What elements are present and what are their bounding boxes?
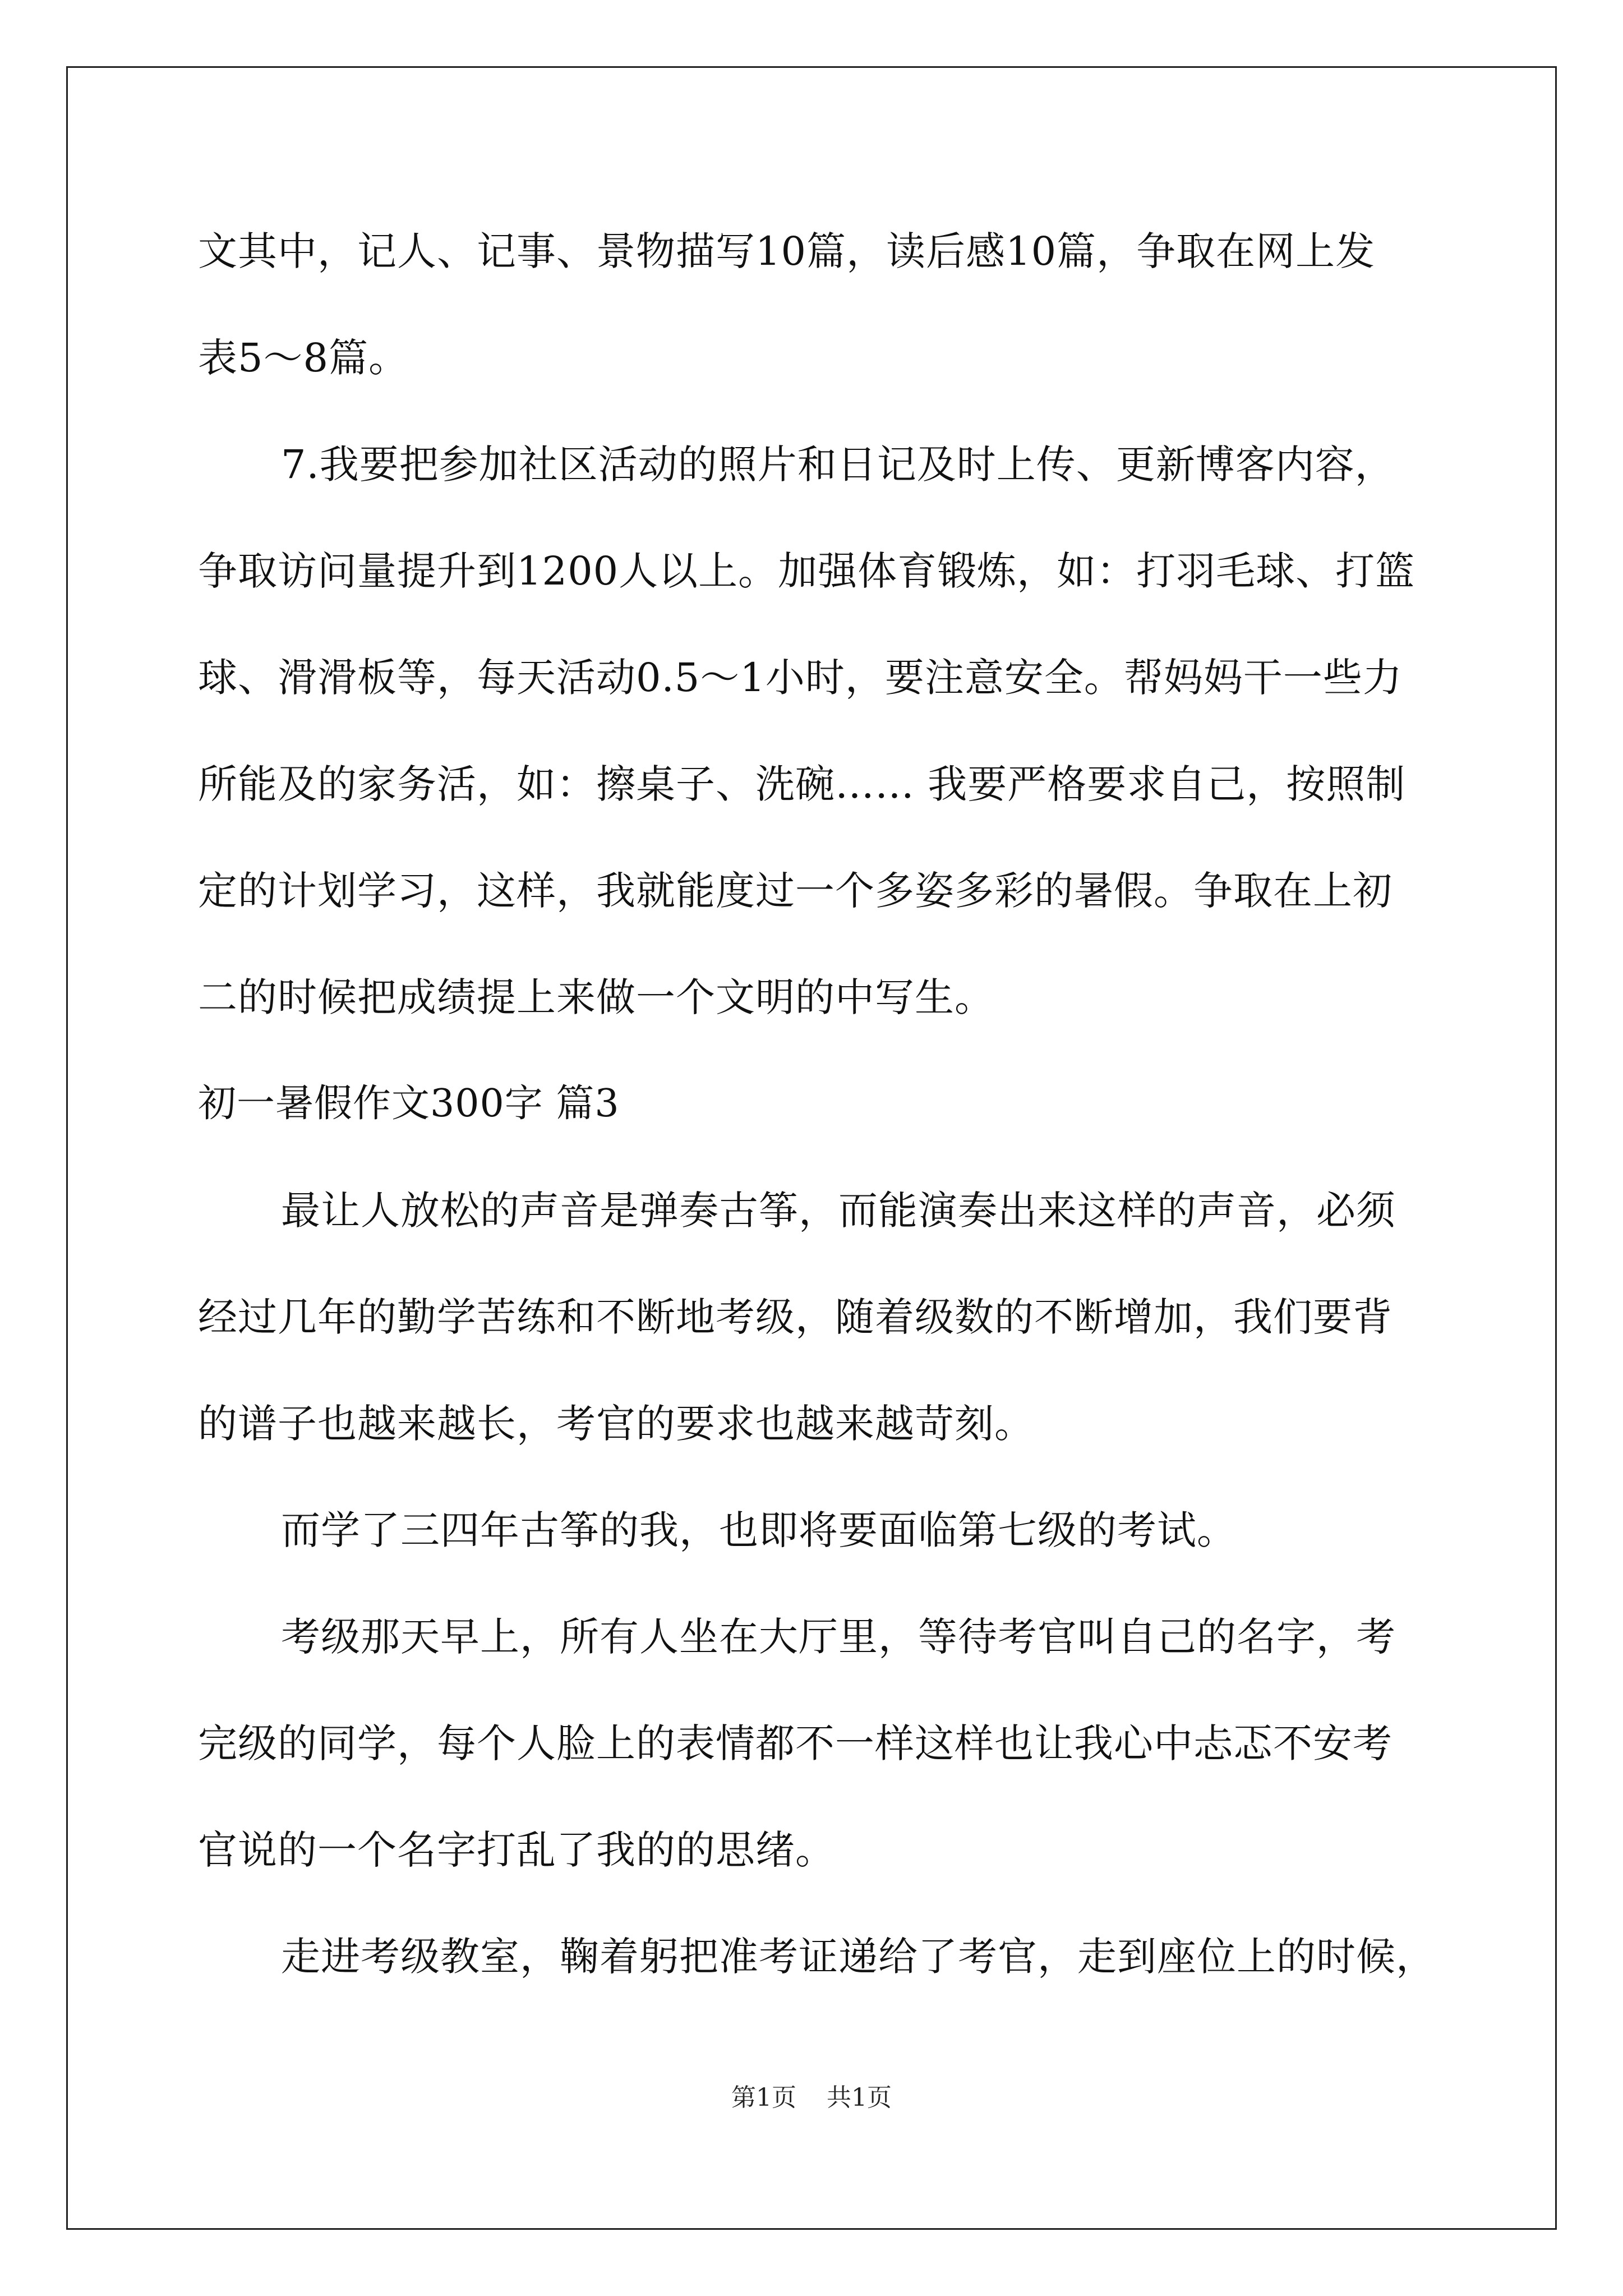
text-line: 表5～8篇。 bbox=[198, 335, 409, 381]
text-line: 的谱子也越来越长，考官的要求也越来越苛刻。 bbox=[198, 1401, 1034, 1447]
text-line: 最让人放松的声音是弹奏古筝，而能演奏出来这样的声音，必须 bbox=[281, 1188, 1396, 1234]
text-line: 考级那天早上，所有人坐在大厅里，等待考官叫自己的名字，考 bbox=[281, 1614, 1396, 1660]
text-line: 而学了三四年古筝的我，也即将要面临第七级的考试。 bbox=[281, 1507, 1237, 1553]
page-number: 第1页 bbox=[731, 2083, 796, 2112]
text-line: 经过几年的勤学苦练和不断地考级，随着级数的不断增加，我们要背 bbox=[198, 1294, 1393, 1340]
text-line: 所能及的家务活，如：擦桌子、洗碗…… 我要严格要求自己，按照制 bbox=[198, 761, 1406, 807]
section-heading: 初一暑假作文300字 篇3 bbox=[198, 1082, 620, 1126]
text-line: 争取访问量提升到1200人以上。加强体育锻炼，如：打羽毛球、打篮 bbox=[198, 548, 1415, 594]
text-line: 走进考级教室，鞠着躬把准考证递给了考官，走到座位上的时候， bbox=[281, 1934, 1436, 1980]
text-line: 完级的同学，每个人脸上的表情都不一样这样也让我心中忐忑不安考 bbox=[198, 1720, 1393, 1766]
page-footer bbox=[0, 2081, 1623, 2115]
text-line: 文其中，记人、记事、景物描写10篇，读后感10篇，争取在网上发 bbox=[198, 228, 1376, 274]
text-line: 官说的一个名字打乱了我的的思绪。 bbox=[198, 1827, 835, 1873]
text-line: 7.我要把参加社区活动的照片和日记及时上传、更新博客内容， bbox=[281, 441, 1395, 487]
text-line: 定的计划学习，这样，我就能度过一个多姿多彩的暑假。争取在上初 bbox=[198, 868, 1393, 914]
text-line: 球、滑滑板等，每天活动0.5～1小时，要注意安全。帮妈妈干一些力 bbox=[198, 655, 1403, 701]
page-total: 共1页 bbox=[827, 2083, 892, 2112]
document-body bbox=[198, 198, 1436, 2010]
text-line: 二的时候把成绩提上来做一个文明的中写生。 bbox=[198, 974, 994, 1020]
